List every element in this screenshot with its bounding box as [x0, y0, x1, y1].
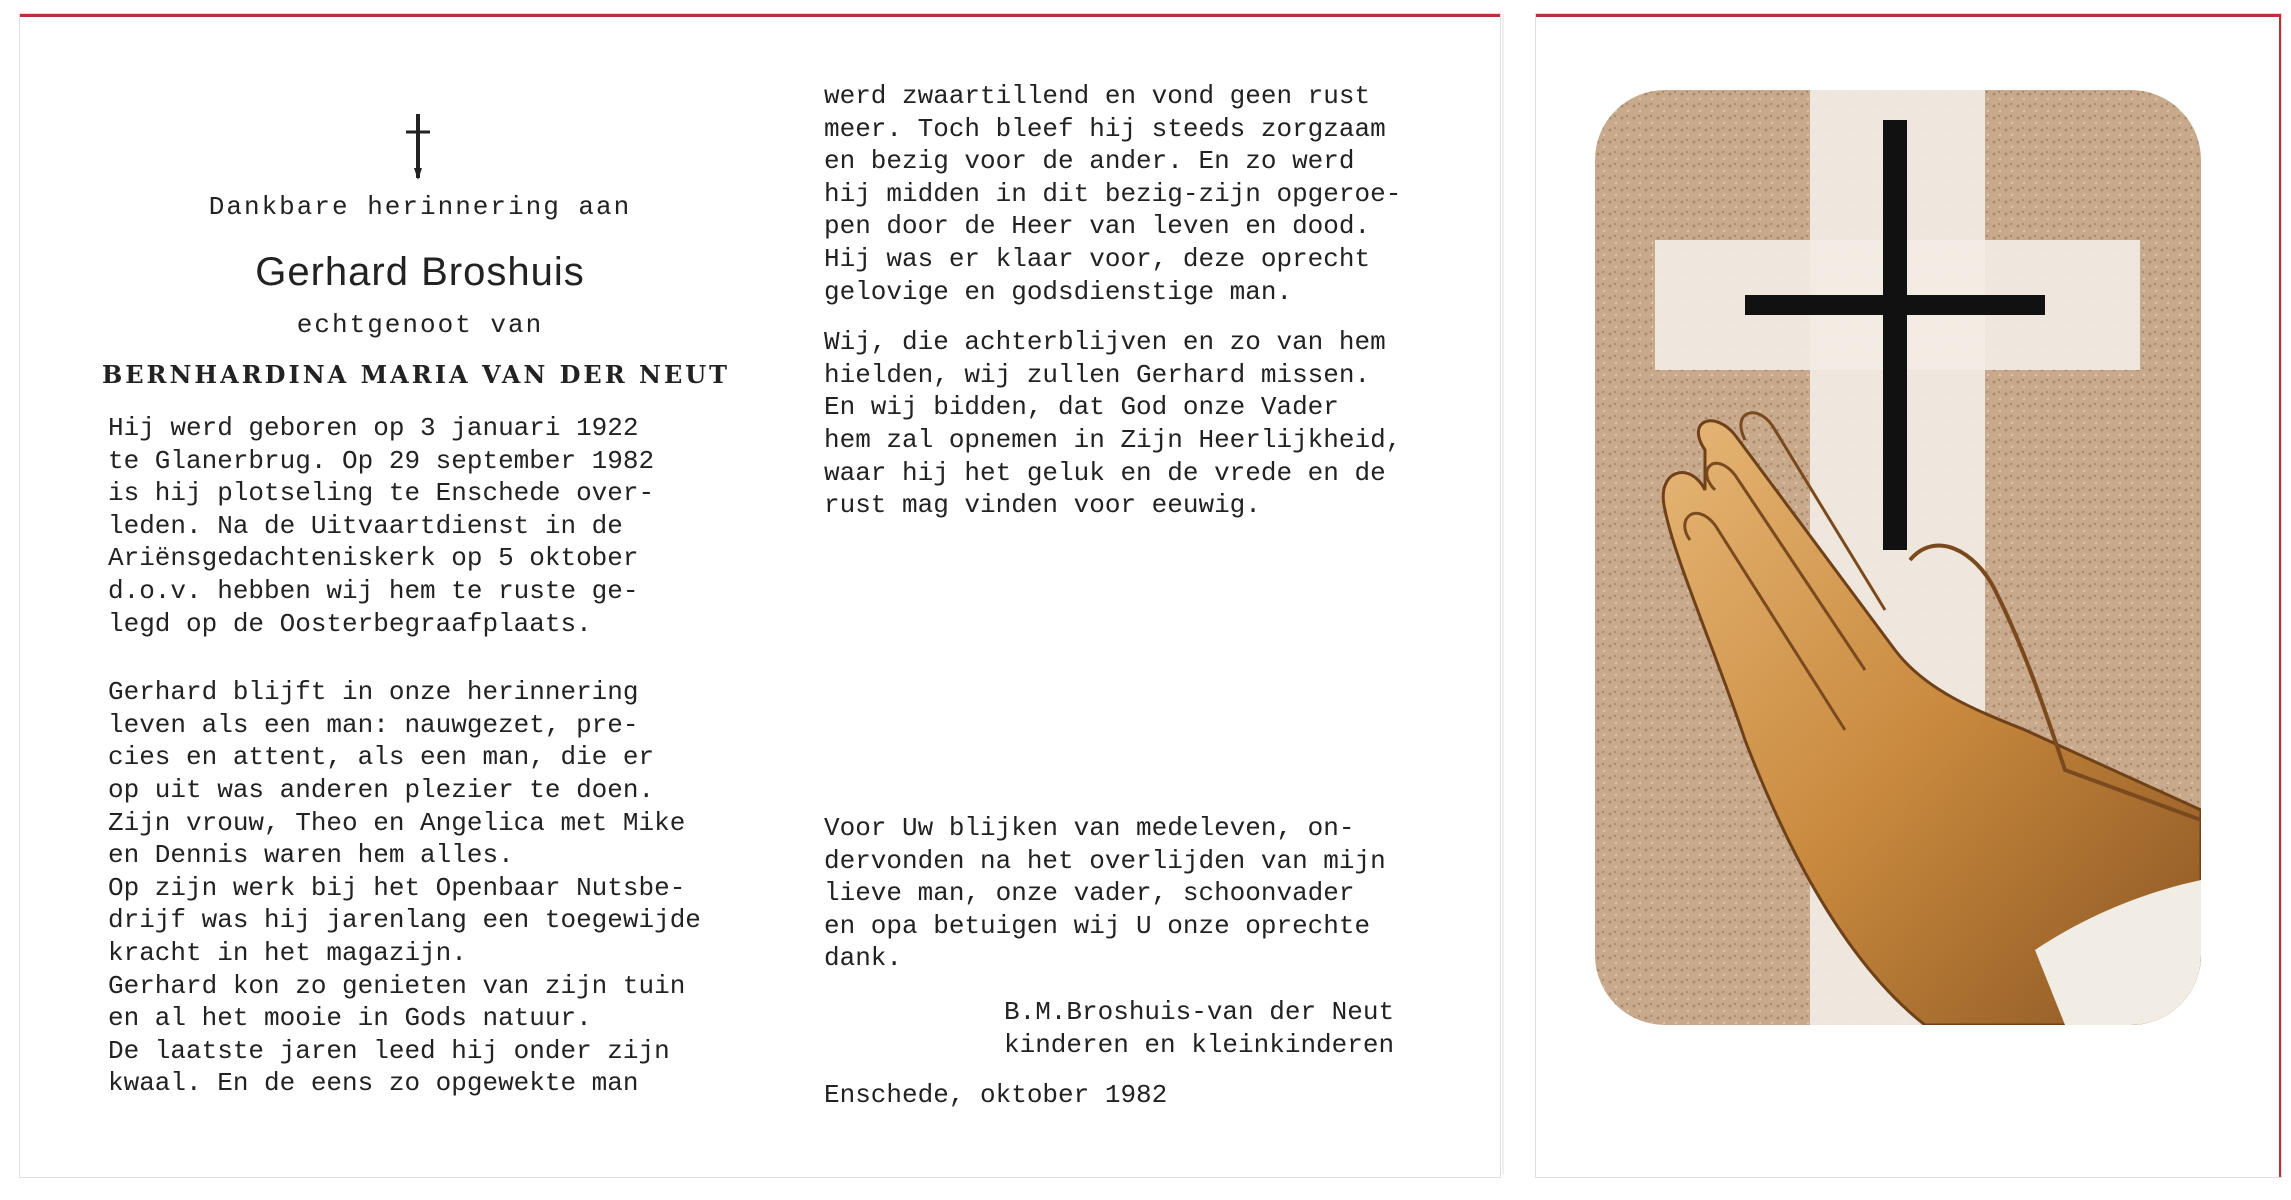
text-line: Wij, die achterblijven en zo van hem: [824, 327, 1386, 358]
left-text-column: [108, 412, 708, 1100]
text-line: waar hij het geluk en de vrede en de: [824, 457, 1386, 488]
text-line: gelovige en godsdienstige man.: [824, 276, 1293, 307]
text-line: En wij bidden, dat God onze Vader: [824, 392, 1339, 423]
text-line: Hij was er klaar voor, deze oprecht: [824, 243, 1371, 274]
spouse-of-line: echtgenoot van: [296, 310, 544, 340]
praying-hands-image: [1595, 90, 2201, 1025]
text-line: dervonden na het overlijden van mijn: [824, 845, 1386, 876]
text-line: Op zijn werk bij het Openbaar Nutsbe-: [108, 872, 686, 903]
signature-line: kinderen en kleinkinderen: [1004, 1029, 1395, 1060]
text-line: leven als een man: nauwgezet, pre-: [108, 709, 639, 740]
text-line: kwaal. En de eens zo opgewekte man: [108, 1068, 639, 1099]
text-line: Gerhard blijft in onze herinnering: [108, 677, 639, 708]
text-line: meer. Toch bleef hij steeds zorgzaam: [824, 113, 1386, 144]
text-line: op uit was anderen plezier te doen.: [108, 774, 655, 805]
text-line: en opa betuigen wij U onze oprechte: [824, 910, 1371, 941]
text-line: Zijn vrouw, Theo en Angelica met Mike: [108, 807, 686, 838]
cross-icon: [400, 112, 436, 182]
text-line: pen door de Heer van leven en dood.: [824, 211, 1371, 242]
text-line: en al het mooie in Gods natuur.: [108, 1003, 592, 1034]
signature-line: B.M.Broshuis-van der Neut: [1004, 997, 1395, 1027]
paragraph-gap: [108, 640, 708, 676]
text-line: De laatste jaren leed hij onder zijn: [108, 1035, 670, 1066]
intro-line: Dankbare herinnering aan: [208, 192, 632, 222]
text-line: cies en attent, als een man, die er: [108, 742, 655, 773]
text-line: leden. Na de Uitvaartdienst in de: [108, 510, 623, 541]
text-line: werd zwaartillend en vond geen rust: [824, 81, 1371, 111]
paragraph-gap: [824, 308, 1424, 326]
praying-hands-icon: [1595, 90, 2201, 1025]
text-line: kracht in het magazijn.: [108, 937, 467, 968]
right-text-column: [824, 80, 1424, 522]
text-line: hem zal opnemen in Zijn Heerlijkheid,: [824, 424, 1402, 455]
deceased-name: Gerhard Broshuis: [255, 250, 585, 294]
text-line: lieve man, onze vader, schoonvader: [824, 878, 1355, 909]
text-line: hielden, wij zullen Gerhard missen.: [824, 359, 1371, 390]
text-line: Gerhard kon zo genieten van zijn tuin: [108, 970, 686, 1001]
thanks-paragraph: [824, 812, 1424, 975]
text-line: d.o.v. hebben wij hem te ruste ge-: [108, 575, 639, 606]
spouse-name: BERNHARDINA MARIA VAN DER NEUT: [101, 360, 731, 389]
text-line: Ariënsgedachteniskerk op 5 oktober: [108, 543, 639, 574]
text-line: en Dennis waren hem alles.: [108, 840, 514, 871]
card-fold: [1502, 14, 1504, 1174]
text-line: drijf was hij jarenlang een toegewijde: [108, 905, 701, 936]
place-date: Enschede, oktober 1982: [824, 1080, 1168, 1110]
text-line: hij midden in dit bezig-zijn opgeroe-: [824, 178, 1402, 209]
signature: [824, 996, 1424, 1061]
text-line: legd op de Oosterbegraafplaats.: [108, 608, 592, 639]
text-line: Hij werd geboren op 3 januari 1922: [108, 413, 639, 443]
text-line: dank.: [824, 943, 903, 974]
text-line: te Glanerbrug. Op 29 september 1982: [108, 445, 655, 476]
text-line: Voor Uw blijken van medeleven, on-: [824, 813, 1355, 843]
text-line: rust mag vinden voor eeuwig.: [824, 490, 1261, 521]
text-line: is hij plotseling te Enschede over-: [108, 478, 655, 509]
text-line: en bezig voor de ander. En zo werd: [824, 146, 1355, 177]
